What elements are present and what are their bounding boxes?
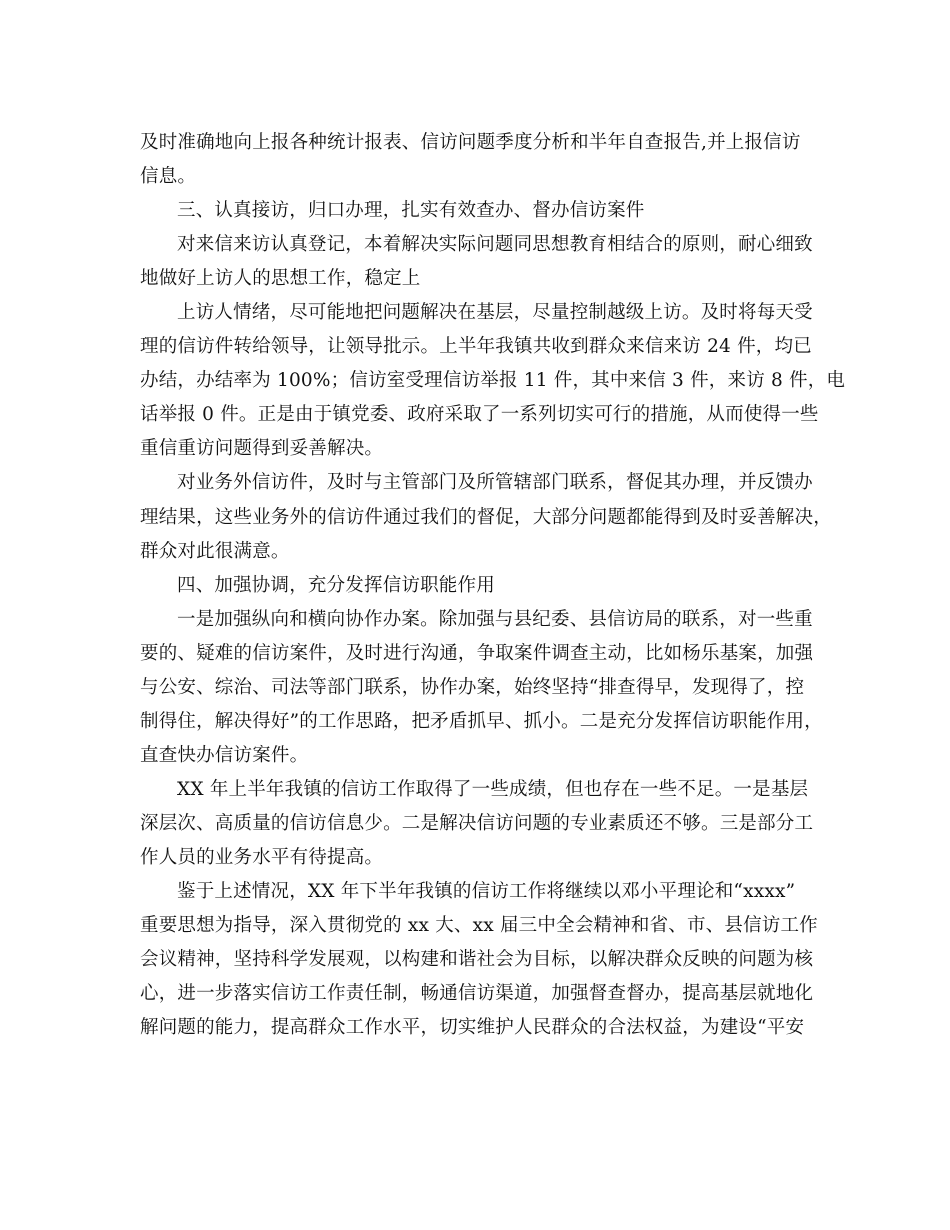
- text-line: 对来信来访认真登记，本着解决实际问题同思想教育相结合的原则，耐心细致: [177, 234, 813, 256]
- text-line: 鉴于上述情况，XX 年下半年我镇的信访工作将继续以邓小平理论和“xxxx”: [177, 881, 796, 903]
- text-line: 作人员的业务水平有待提高。: [140, 846, 384, 868]
- text-line: XX 年上半年我镇的信访工作取得了一些成绩，但也存在一些不足。一是基层: [177, 778, 809, 800]
- text-line: 解问题的能力，提高群众工作水平，切实维护人民群众的合法权益，为建设“平安: [140, 1017, 805, 1039]
- text-line: 重要思想为指导，深入贯彻党的 xx 大、xx 届三中全会精神和省、市、县信访工作: [140, 915, 818, 937]
- document-body: [140, 126, 846, 1045]
- text-line: 上访人情绪，尽可能地把问题解决在基层，尽量控制越级上访。及时将每天受: [177, 302, 813, 324]
- text-line: 办结，办结率为 100%；信访室受理信访举报 11 件，其中来信 3 件，来访 8 件，电: [140, 370, 846, 392]
- text-line: 地做好上访人的思想工作，稳定上: [140, 268, 421, 290]
- text-line: 及时准确地向上报各种统计报表、信访问题季度分析和半年自查报告,并上报信访: [140, 132, 801, 153]
- text-line: 与公安、综治、司法等部门联系，协作办案，始终坚持“排查得早，发现得了，控: [140, 676, 805, 698]
- text-line: 群众对此很满意。: [140, 540, 290, 562]
- text-line: 信息。: [140, 166, 197, 188]
- text-line: 对业务外信访件，及时与主管部门及所管辖部门联系，督促其办理，并反馈办: [177, 472, 813, 494]
- text-line: 要的、疑难的信访案件，及时进行沟通，争取案件调查主动，比如杨乐基案，加强: [140, 642, 814, 664]
- text-line: 制得住，解决得好”的工作思路，把矛盾抓早、抓小。二是充分发挥信访职能作用，: [140, 710, 823, 732]
- text-line: 四、加强协调，充分发挥信访职能作用: [177, 574, 495, 596]
- text-line: 一是加强纵向和横向协作办案。除加强与县纪委、县信访局的联系，对一些重: [177, 608, 813, 630]
- text-line: 三、认真接访，归口办理，扎实有效查办、督办信访案件: [177, 200, 645, 222]
- text-line: 理结果，这些业务外的信访件通过我们的督促，大部分问题都能得到及时妥善解决，: [140, 506, 832, 528]
- text-line: 会议精神，坚持科学发展观，以构建和谐社会为目标，以解决群众反映的问题为核: [140, 949, 814, 971]
- text-line: 话举报 0 件。正是由于镇党委、政府采取了一系列切实可行的措施，从而使得一些: [140, 404, 819, 426]
- text-line: 深层次、高质量的信访信息少。二是解决信访问题的专业素质还不够。三是部分工: [140, 812, 814, 834]
- text-line: 理的信访件转给领导，让领导批示。上半年我镇共收到群众来信来访 24 件，均已: [140, 336, 812, 358]
- text-line: 重信重访问题得到妥善解决。: [140, 438, 384, 460]
- text-line: 心，进一步落实信访工作责任制，畅通信访渠道，加强督查督办，提高基层就地化: [140, 983, 814, 1005]
- text-line: 直查快办信访案件。: [140, 744, 309, 766]
